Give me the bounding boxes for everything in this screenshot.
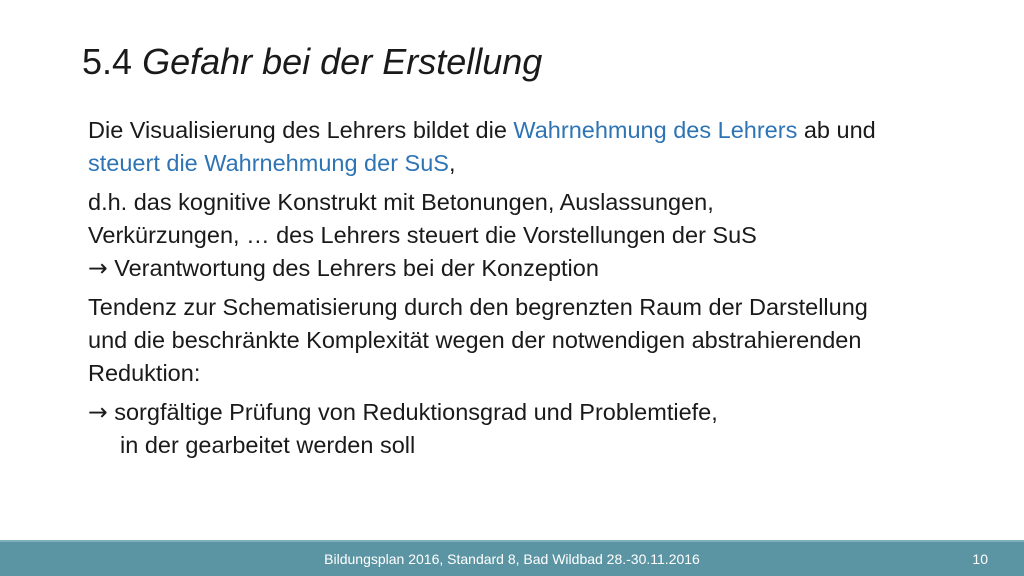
- text-segment: ab und: [797, 117, 876, 143]
- paragraph-line: [88, 147, 1008, 180]
- footer-bar: [0, 540, 1024, 576]
- paragraph-konstrukt: [88, 186, 1008, 285]
- title-text: Gefahr bei der Erstellung: [142, 41, 543, 82]
- paragraph-schematisierung: [88, 291, 1008, 390]
- paragraph-line: Reduktion:: [88, 360, 201, 386]
- paragraph-line: d.h. das kognitive Konstrukt mit Betonungen, Auslassungen,: [88, 189, 714, 215]
- footer-text: Bildungsplan 2016, Standard 8, Bad Wildbad 28.-30.11.2016: [324, 551, 700, 567]
- right-arrow-icon: →: [88, 254, 108, 282]
- right-arrow-icon: →: [88, 398, 108, 426]
- text-segment: sorgfältige Prüfung von Reduktionsgrad und Problemtiefe,: [107, 399, 718, 425]
- text-segment: Verantwortung des Lehrers bei der Konzeption: [107, 255, 599, 281]
- title-number: 5.4: [82, 41, 133, 82]
- text-segment: ,: [448, 150, 456, 176]
- paragraph-line: Tendenz zur Schematisierung durch den begrenzten Raum der Darstellung: [88, 294, 868, 320]
- paragraph-line: [88, 396, 1008, 429]
- paragraph-visualisierung: [88, 114, 1008, 180]
- paragraph-line: [88, 252, 1008, 285]
- slide-title: [82, 38, 542, 86]
- text-segment: Die Visualisierung des Lehrers bildet die: [88, 117, 514, 143]
- paragraph-line: und die beschränkte Komplexität wegen der notwendigen abstrahierenden: [88, 327, 862, 353]
- highlight-wahrnehmung-sus: steuert die Wahrnehmung der SuS: [88, 150, 449, 176]
- paragraph-pruefung: [88, 396, 1008, 462]
- highlight-wahrnehmung-lehrer: Wahrnehmung des Lehrers: [513, 117, 798, 143]
- slide-body: [88, 114, 1008, 468]
- paragraph-line: in der gearbeitet werden soll: [120, 432, 416, 458]
- paragraph-line: Verkürzungen, … des Lehrers steuert die Vorstellungen der SuS: [88, 222, 757, 248]
- page-number: 10: [972, 551, 988, 567]
- paragraph-line: [88, 114, 1008, 147]
